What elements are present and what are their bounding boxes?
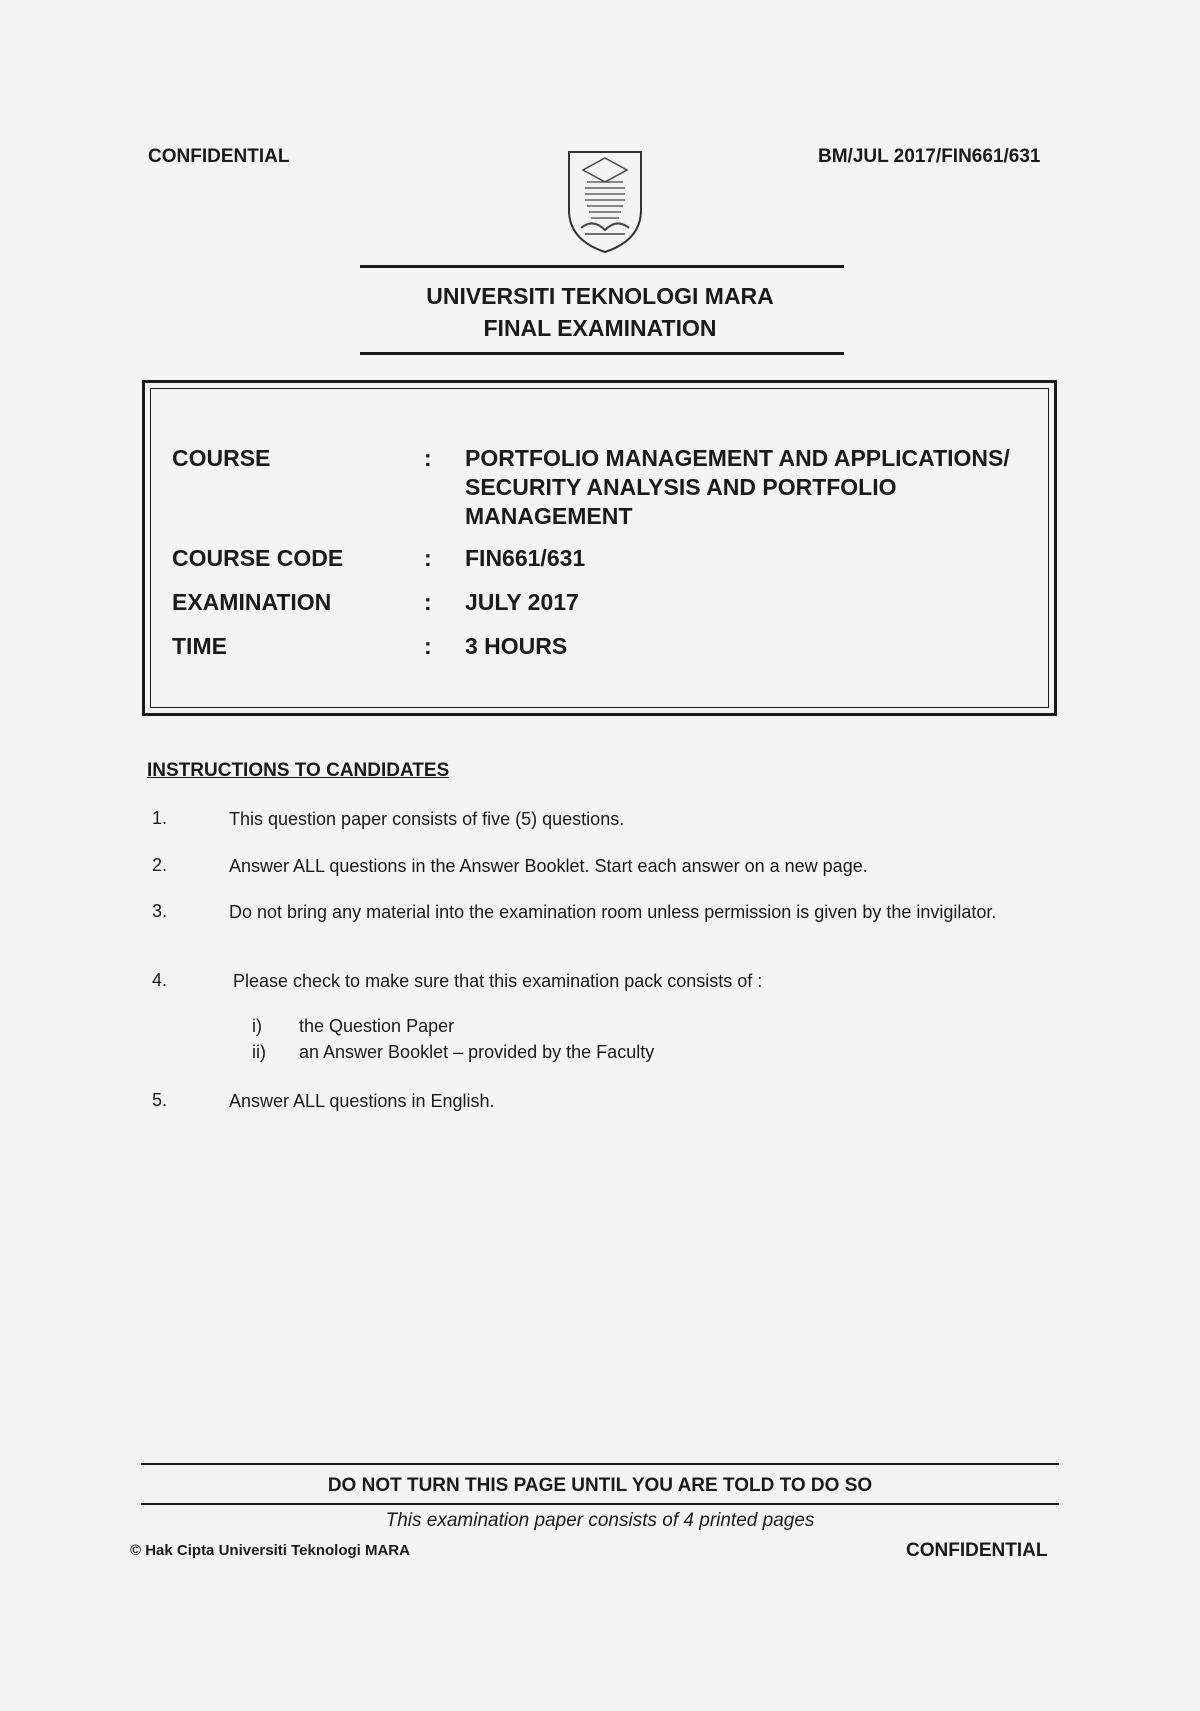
- instruction-number: 5.: [152, 1090, 168, 1110]
- examination-value: JULY 2017: [465, 589, 579, 615]
- course-label: COURSE: [172, 445, 271, 471]
- paper-reference: BM/JUL 2017/FIN661/631: [818, 146, 1041, 167]
- time-value: 3 HOURS: [465, 633, 568, 659]
- course-code-label: COURSE CODE: [172, 545, 344, 571]
- course-colon: :: [424, 445, 432, 471]
- confidential-header: CONFIDENTIAL: [148, 146, 290, 167]
- confidential-footer: CONFIDENTIAL: [906, 1540, 1048, 1561]
- instructions-title: INSTRUCTIONS TO CANDIDATES: [147, 760, 450, 781]
- instruction-number: 2.: [152, 855, 168, 875]
- course-value: PORTFOLIO MANAGEMENT AND APPLICATIONS/ SECURITY ANALYSIS AND PORTFOLIO MANAGEMENT: [465, 445, 1010, 529]
- time-colon: :: [424, 633, 432, 659]
- instruction-text: This question paper consists of five (5) questions.: [229, 809, 625, 829]
- copyright-notice: © Hak Cipta Universiti Teknologi MARA: [130, 1542, 410, 1559]
- page-count-note: This examination paper consists of 4 printed pages: [385, 1510, 815, 1531]
- instruction-text: Answer ALL questions in the Answer Booklet. Start each answer on a new page.: [229, 856, 868, 876]
- course-code-colon: :: [424, 545, 432, 571]
- do-not-turn-notice: DO NOT TURN THIS PAGE UNTIL YOU ARE TOLD TO DO SO: [327, 1475, 873, 1496]
- title-bottom-rule: [360, 352, 844, 355]
- subitem-text: the Question Paper: [299, 1016, 455, 1036]
- time-label: TIME: [172, 633, 227, 659]
- course-code-value: FIN661/631: [465, 545, 586, 571]
- instruction-number: 4.: [152, 970, 168, 990]
- examination-label: EXAMINATION: [172, 589, 332, 615]
- instruction-text: Do not bring any material into the examination room unless permission is given by the invigilator.: [229, 902, 997, 922]
- instruction-text: Please check to make sure that this examination pack consists of :: [233, 971, 763, 991]
- exam-type-title: FINAL EXAMINATION: [483, 315, 717, 341]
- instruction-text: Answer ALL questions in English.: [229, 1091, 495, 1111]
- examination-colon: :: [424, 589, 432, 615]
- instruction-number: 1.: [152, 808, 168, 828]
- title-top-rule: [360, 265, 844, 268]
- subitem-number: ii): [252, 1042, 266, 1062]
- footer-bottom-rule: [141, 1503, 1059, 1505]
- subitem-text: an Answer Booklet – provided by the Faculty: [299, 1042, 655, 1062]
- university-name: UNIVERSITI TEKNOLOGI MARA: [426, 283, 774, 309]
- university-crest-icon: [563, 148, 647, 256]
- instruction-number: 3.: [152, 901, 168, 921]
- footer-top-rule: [141, 1463, 1059, 1465]
- subitem-number: i): [252, 1016, 262, 1036]
